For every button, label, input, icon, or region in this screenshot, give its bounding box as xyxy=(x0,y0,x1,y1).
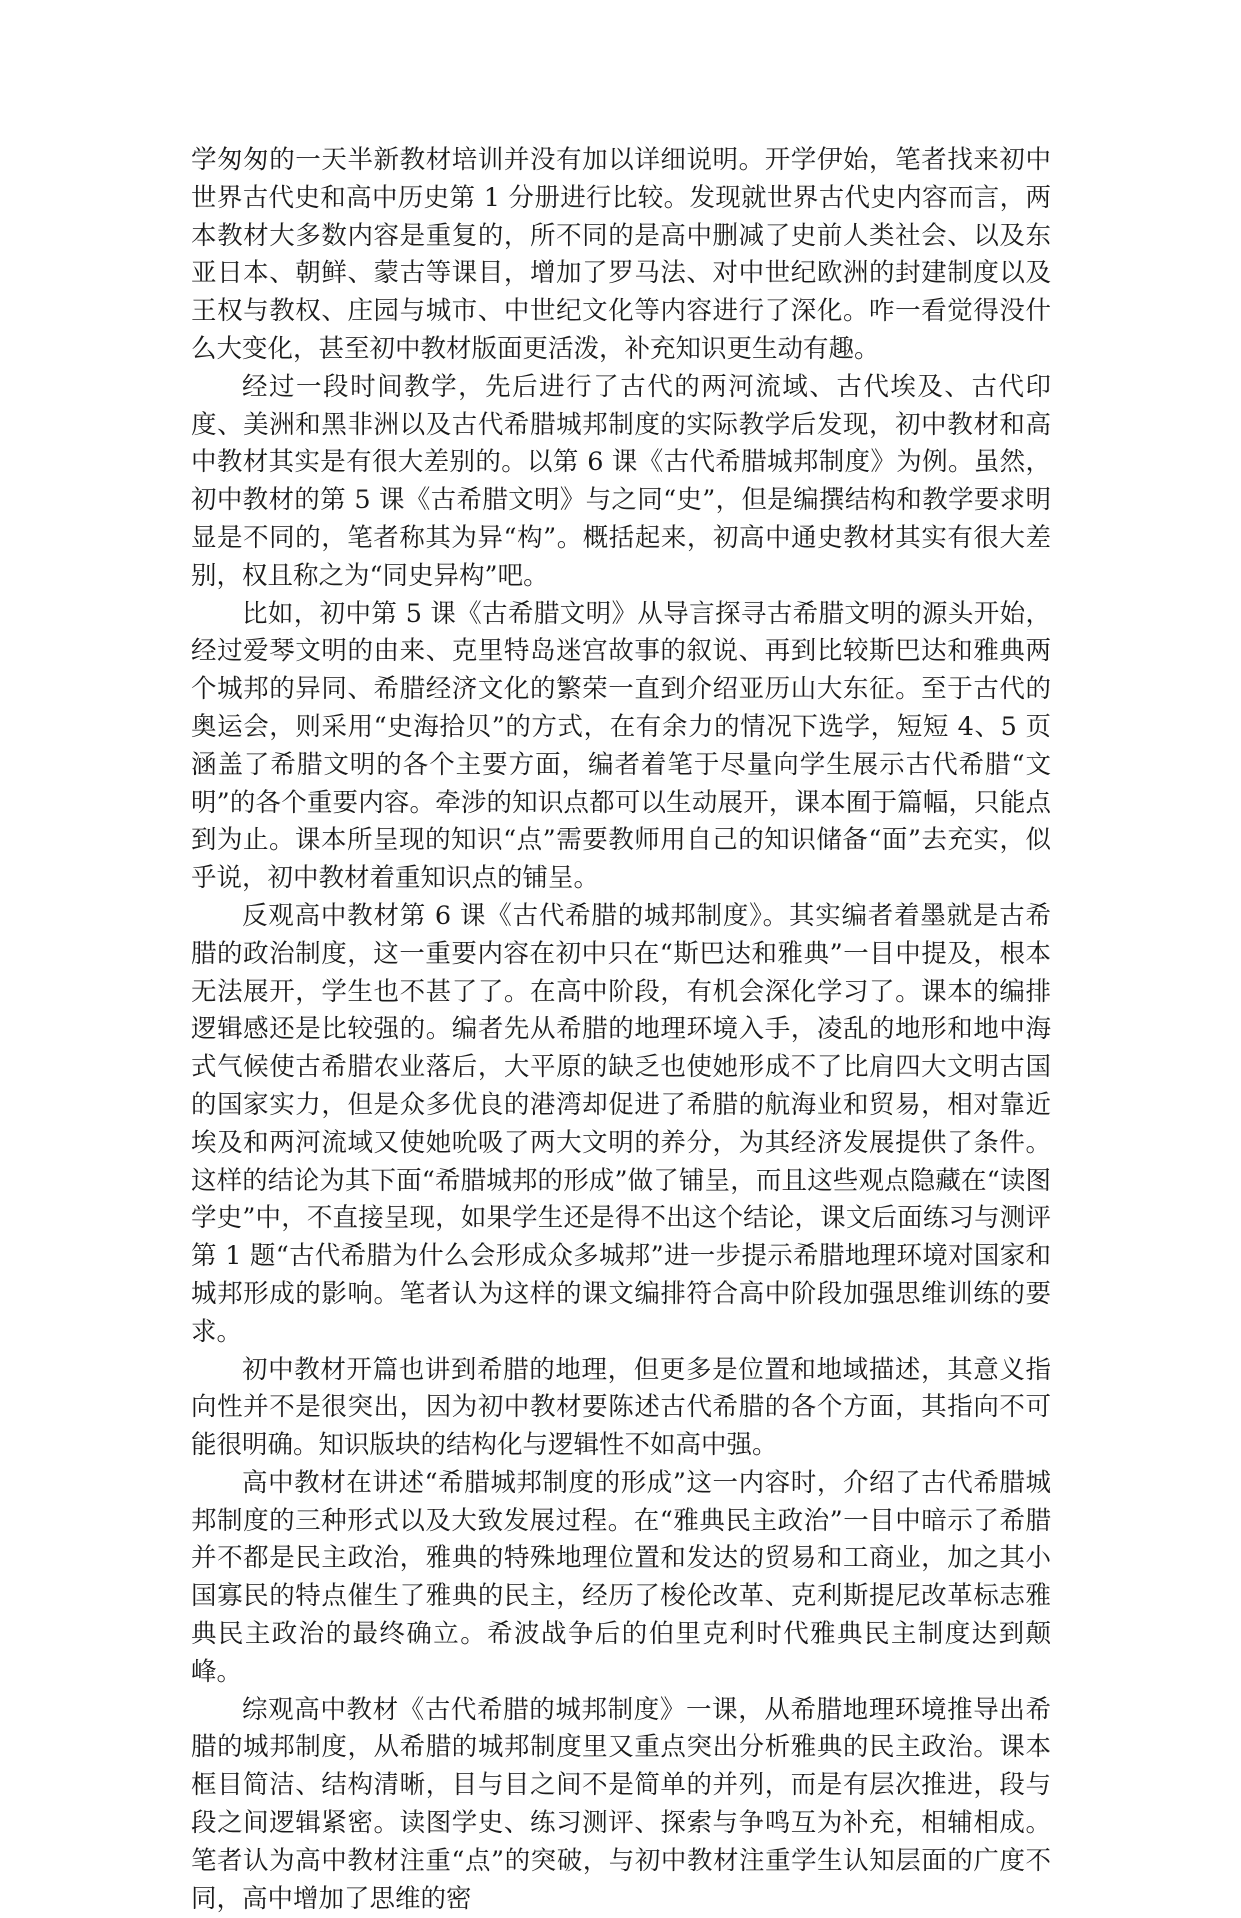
paragraph-6: 高中教材在讲述“希腊城邦制度的形成”这一内容时，介绍了古代希腊城邦制度的三种形式以及大致发展过程。在“雅典民主政治”一目中暗示了希腊并不都是民主政治，雅典的特殊地理位置和发达的贸易和工商业，加之其小国寡民的特点催生了雅典的民主，经历了梭伦改革、克利斯提尼改革标志雅典民主政治的最终确立。希波战争后的伯里克利时代雅典民主制度达到颠峰。 xyxy=(191,1467,1051,1687)
paragraph-5: 初中教材开篇也讲到希腊的地理，但更多是位置和地域描述，其意义指向性并不是很突出，因为初中教材要陈述古代希腊的各个方面，其指向不可能很明确。知识版块的结构化与逻辑性不如高中强。 xyxy=(191,1354,1051,1461)
paragraph-2: 经过一段时间教学，先后进行了古代的两河流域、古代埃及、古代印度、美洲和黑非洲以及古代希腊城邦制度的实际教学后发现，初中教材和高中教材其实是有很大差别的。以第 6 课《古代希腊城邦制度》为例。虽然，初中教材的第 5 课《古希腊文明》与之同“史”，但是编撰结构和教学要求明显是不同的，笔者称其为异“构”。概括起来，初高中通史教材其实有很大差别，权且称之为“同史异构”吧。 xyxy=(191,371,1051,591)
paragraph-7: 综观高中教材《古代希腊的城邦制度》一课，从希腊地理环境推导出希腊的城邦制度，从希腊的城邦制度里又重点突出分析雅典的民主政治。课本框目简洁、结构清晰，目与目之间不是简单的并列，而是有层次推进，段与段之间逻辑紧密。读图学史、练习测评、探索与争鸣互为补充，相辅相成。笔者认为高中教材注重“点”的突破，与初中教材注重学生认知层面的广度不同，高中增加了思维的密 xyxy=(191,1694,1051,1914)
document-page xyxy=(191,142,1051,1918)
paragraph-3: 比如，初中第 5 课《古希腊文明》从导言探寻古希腊文明的源头开始，经过爱琴文明的由来、克里特岛迷宫故事的叙说、再到比较斯巴达和雅典两个城邦的异同、希腊经济文化的繁荣一直到介绍亚历山大东征。至于古代的奥运会，则采用“史海拾贝”的方式，在有余力的情况下选学，短短 4、5 页涵盖了希腊文明的各个主要方面，编者着笔于尽量向学生展示古代希腊“文明”的各个重要内容。牵涉的知识点都可以生动展开，课本囿于篇幅，只能点到为止。课本所呈现的知识“点”需要教师用自己的知识储备“面”去充实，似乎说，初中教材着重知识点的铺呈。 xyxy=(191,598,1051,894)
paragraph-4: 反观高中教材第 6 课《古代希腊的城邦制度》。其实编者着墨就是古希腊的政治制度，这一重要内容在初中只在“斯巴达和雅典”一目中提及，根本无法展开，学生也不甚了了。在高中阶段，有机会深化学习了。课本的编排逻辑感还是比较强的。编者先从希腊的地理环境入手，凌乱的地形和地中海式气候使古希腊农业落后，大平原的缺乏也使她形成不了比肩四大文明古国的国家实力，但是众多优良的港湾却促进了希腊的航海业和贸易，相对靠近埃及和两河流域又使她吮吸了两大文明的养分，为其经济发展提供了条件。这样的结论为其下面“希腊城邦的形成”做了铺呈，而且这些观点隐藏在“读图学史”中，不直接呈现，如果学生还是得不出这个结论，课文后面练习与测评第 1 题“古代希腊为什么会形成众多城邦”进一步提示希腊地理环境对国家和城邦形成的影响。笔者认为这样的课文编排符合高中阶段加强思维训练的要求。 xyxy=(191,900,1051,1347)
paragraph-1: 学匆匆的一天半新教材培训并没有加以详细说明。开学伊始，笔者找来初中世界古代史和高中历史第 1 分册进行比较。发现就世界古代史内容而言，两本教材大多数内容是重复的，所不同的是高中删减了史前人类社会、以及东亚日本、朝鲜、蒙古等课目，增加了罗马法、对中世纪欧洲的封建制度以及王权与教权、庄园与城市、中世纪文化等内容进行了深化。咋一看觉得没什么大变化，甚至初中教材版面更活泼，补充知识更生动有趣。 xyxy=(191,145,1051,364)
